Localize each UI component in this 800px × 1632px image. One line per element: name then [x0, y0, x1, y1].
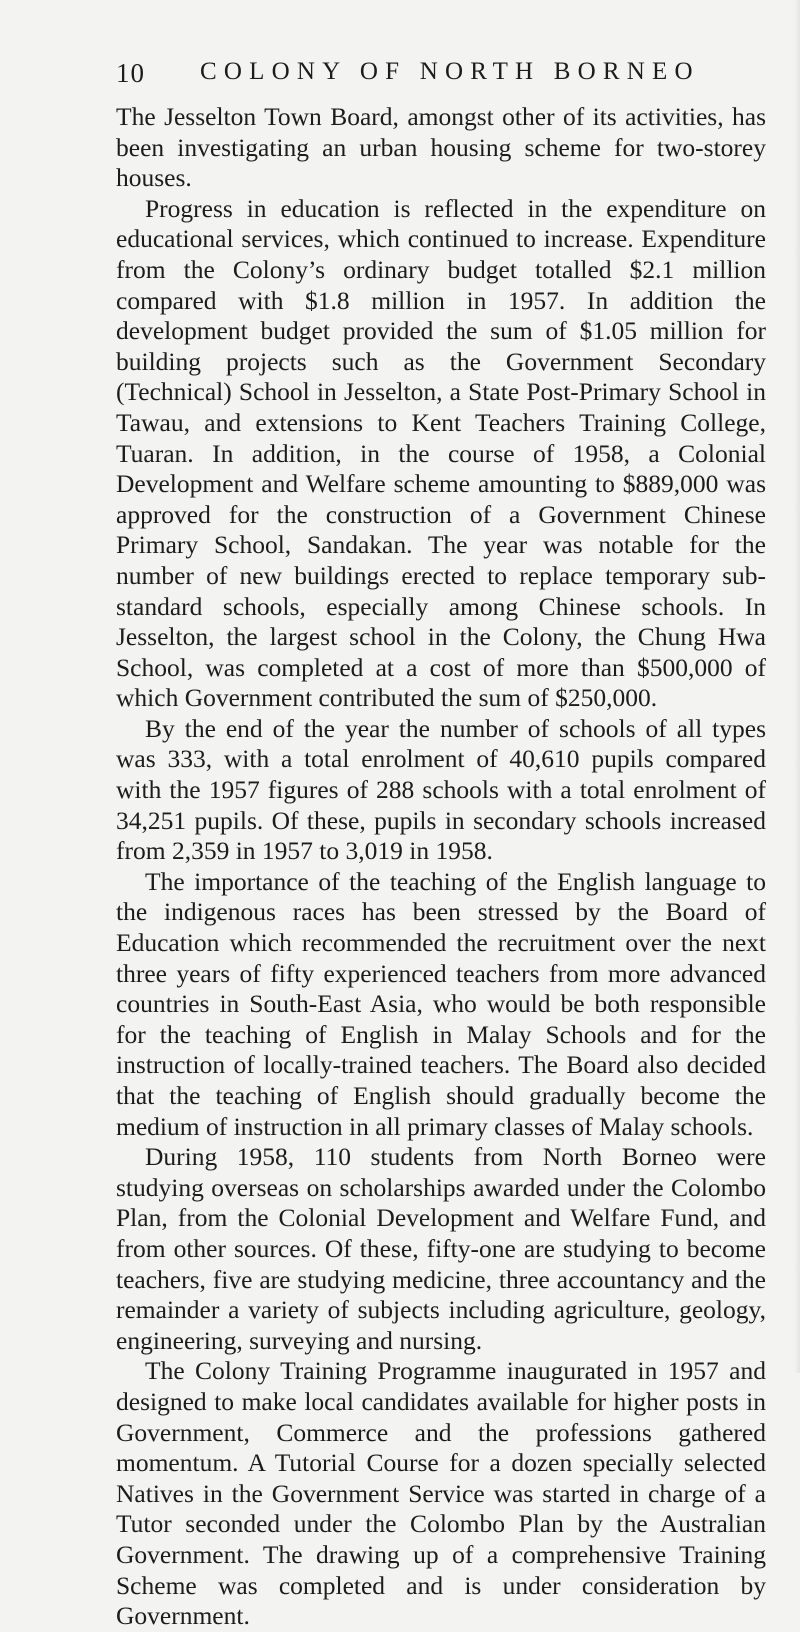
paragraph-housing: The Jesselton Town Board, amongst other of its activities, has been investigating an urban housing scheme for two-storey houses. [116, 102, 766, 193]
paragraph-training-programme: The Colony Training Programme inaugurated in 1957 and designed to make local candidates available for higher posts in Government, Commerce and the professions gathered momentum. A Tutorial Course for a dozen specially selected Natives in the Government Service was started in charge of a Tutor seconded under the Colombo Plan by the Australian Government. The drawing up of a comprehensive Training Scheme was completed and is under consideration by Government. [116, 1356, 766, 1631]
paragraph-overseas-scholarships: During 1958, 110 students from North Borneo were studying overseas on scholarships awarded under the Colombo Plan, from the Colonial Development and Welfare Fund, and from other sources. Of these, fifty-one are studying to become teachers, five are studying medicine, three accountancy and the remainder a variety of subjects including agriculture, geology, engineering, surveying and nursing. [116, 1142, 766, 1355]
running-title: COLONY OF NORTH BORNEO [200, 58, 700, 85]
paragraph-school-enrolment: By the end of the year the number of schools of all types was 333, with a total enrolment of 40,610 pupils compared with the 1957 figures of 288 schools with a total enrolment of 34,251 pupils. Of these, pupils in secondary schools increased from 2,359 in 1957 to 3,019 in 1958. [116, 713, 766, 866]
page-edge-shadow [794, 0, 800, 1373]
page-header [116, 58, 756, 98]
page-number: 10 [116, 58, 145, 88]
body-text [116, 102, 766, 1632]
paragraph-education-expenditure: Progress in education is reflected in the expenditure on educational services, which continued to increase. Expenditure from the Colony’s ordinary budget totalled $2.1 million compared with $1.8 million in 1957. In addition the development budget provided the sum of $1.05 million for building projects such as the Government Secondary (Technical) School in Jesselton, a State Post-Primary School in Tawau, and extensions to Kent Teachers Training College, Tuaran. In addition, in the course of 1958, a Colonial Development and Welfare scheme amounting to $889,000 was approved for the construction of a Government Chinese Primary School, Sandakan. The year was notable for the number of new buildings erected to replace temporary sub-standard schools, especially among Chinese schools. In Jesselton, the largest school in the Colony, the Chung Hwa School, was completed at a cost of more than $500,000 of which Government contributed the sum of $250,000. [116, 193, 766, 713]
paragraph-english-teaching: The importance of the teaching of the English language to the indigenous races has been stressed by the Board of Education which recommended the recruitment over the next three years of fifty experienced teachers from more advanced countries in South-East Asia, who would be both responsible for the teaching of English in Malay Schools and for the instruction of locally-trained teachers. The Board also decided that the teaching of English should gradually become the medium of instruction in all primary classes of Malay schools. [116, 866, 766, 1141]
